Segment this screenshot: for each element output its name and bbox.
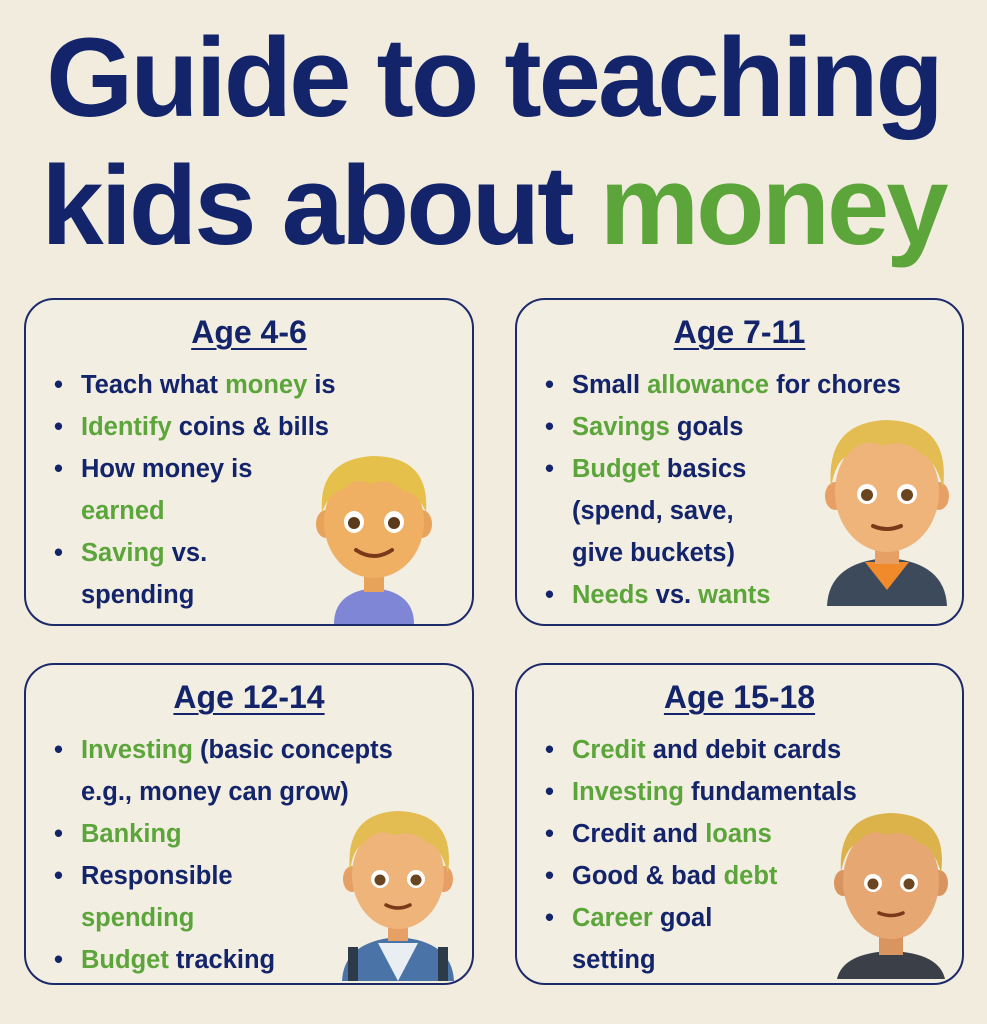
item-highlight: loans	[705, 820, 772, 848]
item-text: fundamentals	[683, 778, 857, 806]
item-highlight: Budget	[81, 946, 169, 974]
item-text: Responsible	[81, 862, 233, 890]
item-text: How money is	[81, 455, 253, 483]
card-age-4-6	[24, 298, 474, 626]
item-highlight: Career	[572, 904, 653, 932]
item-text: is	[307, 371, 336, 399]
list-item	[545, 897, 857, 981]
item-text: (spend, save,	[572, 497, 734, 525]
item-highlight: allowance	[647, 371, 770, 399]
item-text: tracking	[168, 946, 276, 974]
item-highlight: Investing	[81, 736, 193, 764]
list-item	[545, 855, 857, 897]
list-item	[54, 729, 393, 813]
item-text: spending	[81, 581, 195, 609]
item-text: coins & bills	[171, 413, 329, 441]
item-highlight: Savings	[572, 413, 670, 441]
item-highlight: spending	[81, 904, 195, 932]
list-item	[545, 813, 857, 855]
list-item	[545, 364, 901, 406]
card-title: Age 7-11	[673, 314, 806, 350]
title-line-1: Guide to teaching	[46, 15, 941, 140]
item-text: vs.	[648, 581, 699, 609]
page-title	[0, 14, 987, 270]
item-highlight: debt	[723, 862, 778, 890]
item-highlight: Credit	[572, 736, 646, 764]
list-item	[54, 364, 336, 406]
item-text: give buckets)	[572, 539, 735, 567]
list-item	[545, 771, 857, 813]
item-text: goal	[652, 904, 713, 932]
item-highlight: Investing	[572, 778, 684, 806]
item-highlight: Needs	[572, 581, 649, 609]
item-text: (basic concepts	[192, 736, 393, 764]
list-item	[545, 729, 857, 771]
item-text: basics	[659, 455, 747, 483]
list-item	[54, 406, 336, 448]
card-age-12-14	[24, 663, 474, 985]
list-item	[54, 532, 336, 616]
item-text: Teach what	[81, 371, 226, 399]
item-text: goals	[669, 413, 744, 441]
card-title: Age 12-14	[173, 679, 325, 715]
tips-list	[545, 729, 857, 981]
item-text: Credit and	[572, 820, 706, 848]
title-highlight: money	[599, 143, 946, 268]
card-title: Age 15-18	[663, 679, 816, 715]
title-line-2	[0, 142, 987, 270]
item-highlight: Identify	[81, 413, 172, 441]
item-highlight: Saving	[81, 539, 165, 567]
item-highlight: Banking	[81, 820, 182, 848]
item-text: Small	[572, 371, 648, 399]
item-highlight: wants	[698, 581, 771, 609]
item-highlight: Budget	[572, 455, 660, 483]
item-highlight: money	[225, 371, 308, 399]
item-text: for chores	[769, 371, 901, 399]
young-boy-emoji-icon	[312, 446, 436, 624]
item-text: and debit cards	[645, 736, 842, 764]
card-age-15-18	[515, 663, 964, 985]
item-text: vs.	[164, 539, 208, 567]
tips-list	[54, 364, 336, 616]
card-title: Age 4-6	[191, 314, 307, 350]
item-text: Good & bad	[572, 862, 724, 890]
boy-emoji-icon	[817, 412, 957, 606]
list-item	[54, 448, 336, 532]
teen-boy-emoji-icon	[829, 807, 953, 979]
item-highlight: earned	[81, 497, 165, 525]
preteen-boy-with-backpack-emoji-icon	[336, 803, 460, 981]
item-text: setting	[572, 946, 656, 974]
item-text: e.g., money can grow)	[81, 778, 349, 806]
card-age-7-11	[515, 298, 964, 626]
title-line-2-text: kids about	[41, 143, 572, 268]
